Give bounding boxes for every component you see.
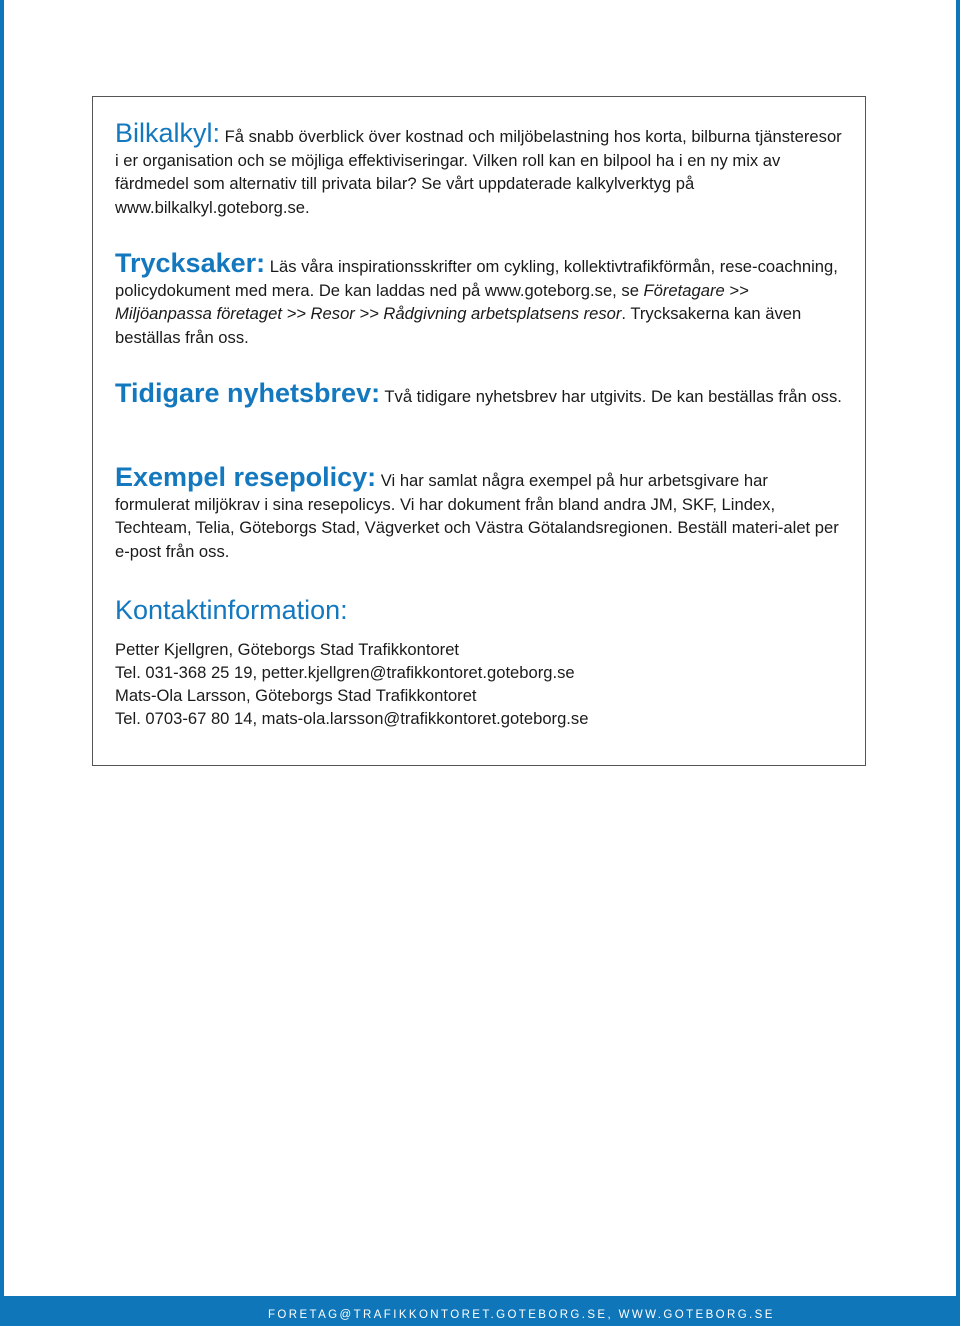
contact-lines	[115, 638, 588, 730]
section-trycksaker	[115, 250, 845, 349]
section-heading-bilkalkyl: Bilkalkyl:	[115, 118, 221, 148]
section-heading-trycksaker: Trycksaker:	[115, 248, 266, 278]
right-accent-bar	[956, 0, 960, 1326]
section-text-trycksaker-path: Företagare >> Miljöanpassa företaget >> Resor >> Rådgivning arbetsplatsens resor	[115, 280, 749, 323]
section-tidigare-nyhetsbrev	[115, 380, 842, 409]
footer-contact-text: FORETAG@TRAFIKKONTORET.GOTEBORG.SE, WWW.GOTEBORG.SE	[268, 1309, 775, 1321]
contact-line: Mats-Ola Larsson, Göteborgs Stad Trafikkontoret	[115, 686, 477, 705]
contact-line: Petter Kjellgren, Göteborgs Stad Trafikkontoret	[115, 640, 460, 659]
section-bilkalkyl	[115, 120, 845, 219]
section-kontaktinformation	[115, 597, 588, 730]
section-text-trycksaker-a: Läs våra inspirationsskrifter om cykling, kollektivtrafikförmån, rese-coachning, policydokument med mera. De kan laddas ned på www.goteborg.se, se	[115, 257, 838, 300]
left-accent-bar	[0, 0, 4, 1326]
contact-line: Tel. 0703-67 80 14, mats-ola.larsson@trafikkontoret.goteborg.se	[115, 709, 589, 728]
section-text-resepolicy: Vi har samlat några exempel på hur arbetsgivare har formulerat miljökrav i sina resepolicys. Vi har dokument från bland andra JM, SKF, Lindex, Techteam, Telia, Göteborgs Stad, Vägverket och Västra Götalandsregionen. Beställ materi-alet per e-post från oss.	[115, 471, 839, 561]
section-text-tidigare: Två tidigare nyhetsbrev har utgivits. De kan beställas från oss.	[380, 387, 842, 406]
section-exempel-resepolicy	[115, 464, 845, 563]
contact-line: Tel. 031-368 25 19, petter.kjellgren@trafikkontoret.goteborg.se	[115, 663, 575, 682]
section-heading-resepolicy: Exempel resepolicy:	[115, 462, 377, 492]
section-text-trycksaker-b: . Trycksakerna kan även beställas från oss.	[115, 304, 802, 347]
section-heading-kontakt: Kontaktinformation:	[115, 595, 348, 625]
footer-bar	[4, 1296, 956, 1326]
section-text-bilkalkyl: Få snabb överblick över kostnad och miljöbelastning hos korta, bilburna tjänsteresor i er organisation och se möjliga effektiviseringar. Vilken roll kan en bilpool ha i en ny mix av färdmedel som alternativ till privata bilar? Se vårt uppdaterade kalkylverktyg på www.bilkalkyl.goteborg.se.	[115, 127, 842, 217]
section-heading-tidigare: Tidigare nyhetsbrev:	[115, 378, 381, 408]
